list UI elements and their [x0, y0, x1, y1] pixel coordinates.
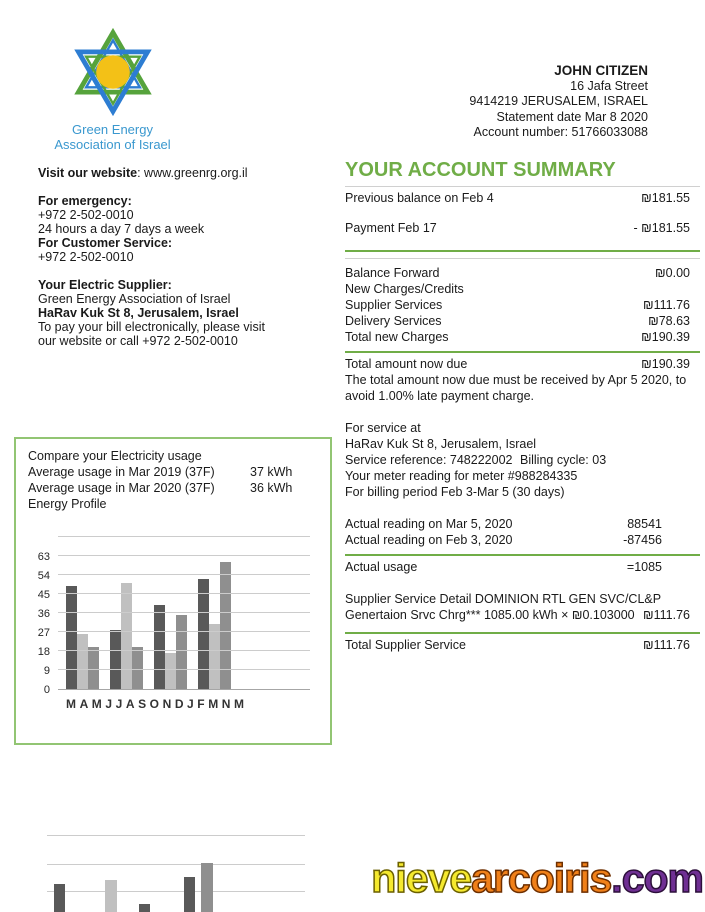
service-reference-row: [345, 452, 700, 468]
y-tick-label: 63: [37, 551, 50, 563]
bar: [66, 586, 77, 689]
service-heading: For service at: [345, 421, 421, 435]
actual-usage-row: [345, 559, 700, 575]
row-amount: 88541: [627, 517, 662, 531]
x-tick-label: F: [197, 697, 205, 711]
summary-row-total-due: [345, 356, 700, 372]
bar: [110, 630, 121, 689]
row-amount: ₪111.76: [643, 298, 690, 312]
x-axis-labels: [66, 696, 244, 712]
gridline: [58, 574, 310, 575]
x-tick-label: D: [174, 697, 184, 711]
bar: [184, 877, 195, 912]
row-label: Total new Charges: [345, 330, 449, 344]
bar-group: [66, 586, 99, 689]
bar: [209, 624, 220, 689]
usage-box-title: Compare your Electricity usage: [28, 449, 202, 463]
supplier-name: Green Energy Association of Israel: [38, 292, 231, 306]
usage-value: 36 kWh: [250, 481, 293, 495]
row-label: Supplier Services: [345, 298, 443, 312]
recipient-address-line2: 9414219 JERUSALEM, ISRAEL: [469, 94, 648, 108]
plot-area: [58, 538, 310, 690]
summary-row-new-charges: [345, 281, 700, 297]
row-amount: ₪181.55: [641, 191, 690, 205]
y-tick-label: 18: [37, 646, 50, 658]
generation-charge-row: [345, 607, 700, 623]
row-label: Total Supplier Service: [345, 638, 466, 652]
bar: [220, 562, 231, 689]
x-tick-label: J: [115, 697, 123, 711]
website-label: Visit our website: [38, 166, 138, 180]
row-label: Balance Forward: [345, 266, 440, 280]
row-label: Actual usage: [345, 560, 418, 574]
pay-instructions-line2: our website or call +972 2-502-0010: [38, 334, 238, 348]
divider-green: [345, 554, 700, 556]
bar-group: [154, 605, 187, 689]
usage-label: Average usage in Mar 2019 (37F): [28, 465, 215, 479]
divider-green: [345, 351, 700, 353]
row-amount: [690, 281, 700, 297]
row-label: Previous balance on Feb 4: [345, 191, 494, 205]
recipient-address-line1: 16 Jafa Street: [570, 78, 648, 93]
gridline: [47, 835, 305, 836]
x-tick-label: S: [138, 697, 147, 711]
y-tick-label: 9: [43, 665, 50, 677]
bar: [132, 647, 143, 689]
summary-row-previous-balance: [345, 190, 700, 206]
billing-period: For billing period Feb 3-Mar 5 (30 days): [345, 485, 565, 499]
row-label: Actual reading on Feb 3, 2020: [345, 533, 513, 547]
usage-row-2020: [28, 480, 318, 496]
website-url: : www.greenrg.org.il: [137, 166, 248, 180]
service-address: HaRav Kuk St 8, Jerusalem, Israel: [345, 437, 537, 451]
summary-row-supplier-services: [345, 297, 700, 313]
total-supplier-service-row: [345, 637, 700, 653]
bar: [105, 880, 117, 912]
gridline: [58, 612, 310, 613]
x-tick-label: J: [187, 697, 194, 711]
x-tick-label: M: [208, 697, 219, 711]
brand-name-line2: Association of Israel: [54, 137, 171, 152]
recipient-block: [469, 63, 648, 141]
x-tick-label: O: [149, 697, 160, 711]
brand-name-line1: Green Energy: [72, 122, 153, 137]
billing-cycle: Billing cycle: 03: [520, 453, 607, 467]
supplier-detail-heading: Supplier Service Detail DOMINION RTL GEN SVC/CL&P: [345, 592, 662, 606]
row-amount: =1085: [626, 560, 662, 574]
row-label: Genertaion Srvc Chrg*** 1085.00 kWh × ₪0.103000: [345, 608, 635, 622]
bar: [201, 863, 213, 912]
row-amount: ₪0.00: [655, 266, 690, 280]
y-axis-labels: [28, 538, 52, 696]
bar-group: [110, 583, 143, 689]
summary-row-balance-forward: [345, 265, 700, 281]
recipient-name: JOHN CITIZEN: [554, 63, 648, 78]
bar: [77, 634, 88, 689]
usage-comparison-box: [14, 437, 332, 745]
supplier-label: Your Electric Supplier:: [38, 278, 172, 292]
emergency-hours: 24 hours a day 7 days a week: [38, 222, 205, 236]
bar-series: [66, 562, 231, 689]
row-amount: ₪190.39: [641, 357, 690, 371]
gridline: [58, 650, 310, 651]
watermark-part2: arcoiris: [471, 855, 612, 901]
usage-row-2019: [28, 464, 318, 480]
emergency-label: For emergency:: [38, 194, 132, 208]
bar: [165, 653, 176, 689]
bar: [154, 605, 165, 689]
customer-service-label: For Customer Service:: [38, 236, 173, 250]
divider-green: [345, 250, 700, 252]
row-label: New Charges/Credits: [345, 282, 464, 296]
gridline: [58, 536, 310, 537]
x-tick-label: A: [79, 697, 89, 711]
row-amount: ₪111.76: [643, 638, 690, 652]
account-number: Account number: 51766033088: [473, 125, 648, 139]
watermark-part3: .com: [611, 855, 703, 901]
row-label: Payment Feb 17: [345, 221, 437, 235]
statement-date: Statement date Mar 8 2020: [496, 109, 648, 124]
summary-row-total-new-charges: [345, 329, 700, 345]
star-of-david-sun-icon: [65, 24, 161, 120]
summary-row-payment: [345, 220, 700, 236]
x-tick-label: N: [162, 697, 172, 711]
x-tick-label: J: [105, 697, 113, 711]
gridline: [58, 631, 310, 632]
divider: [345, 186, 700, 187]
summary-title: YOUR ACCOUNT SUMMARY: [345, 159, 616, 181]
y-tick-label: 0: [43, 684, 50, 696]
row-label: Actual reading on Mar 5, 2020: [345, 517, 513, 531]
bar-group: [198, 562, 231, 689]
bar: [139, 904, 150, 912]
watermark: [371, 855, 703, 901]
usage-label: Average usage in Mar 2020 (37F): [28, 481, 215, 495]
bar: [176, 615, 187, 689]
brand-name: [50, 122, 175, 152]
row-amount: - ₪181.55: [633, 221, 690, 235]
customer-service-phone: +972 2-502-0010: [38, 250, 134, 264]
y-tick-label: 54: [37, 570, 50, 582]
meter-line: Your meter reading for meter #988284335: [345, 469, 578, 483]
reading-row-current: [345, 516, 700, 532]
bar: [198, 579, 209, 689]
pay-instructions-line1: To pay your bill electronically, please visit: [38, 320, 265, 334]
energy-profile-title: Energy Profile: [28, 497, 107, 511]
reading-row-previous: [345, 532, 700, 548]
row-label: Delivery Services: [345, 314, 442, 328]
row-amount: ₪78.63: [648, 314, 690, 328]
row-amount: -87456: [623, 533, 662, 547]
account-summary: [345, 158, 700, 653]
emergency-phone: +972 2-502-0010: [38, 208, 134, 222]
watermark-part1: nieve: [371, 855, 472, 901]
y-tick-label: 27: [37, 627, 50, 639]
usage-value: 37 kWh: [250, 465, 293, 479]
supplier-address: HaRav Kuk St 8, Jerusalem, Israel: [38, 306, 239, 320]
energy-profile-chart: [28, 538, 318, 712]
gridline: [58, 555, 310, 556]
y-tick-label: 45: [37, 589, 50, 601]
brand-logo: [50, 24, 175, 152]
row-amount: ₪111.76: [643, 608, 690, 622]
service-reference: Service reference: 748222002: [345, 453, 513, 467]
row-amount: ₪190.39: [641, 330, 690, 344]
y-tick-label: 36: [37, 608, 50, 620]
summary-row-delivery-services: [345, 313, 700, 329]
gridline: [58, 593, 310, 594]
bar: [54, 884, 65, 912]
x-tick-label: N: [221, 697, 231, 711]
x-tick-label: A: [125, 697, 135, 711]
gridline: [58, 669, 310, 670]
bar: [88, 647, 99, 689]
gridline: [47, 891, 305, 892]
x-tick-label: M: [66, 697, 76, 711]
bar: [121, 583, 132, 689]
contact-column: [38, 166, 328, 362]
row-label: Total amount now due: [345, 357, 468, 371]
divider-green: [345, 632, 700, 634]
gridline: [47, 864, 305, 865]
x-tick-label: M: [234, 697, 244, 711]
due-notice: The total amount now due must be received by Apr 5 2020, to avoid 1.00% late payment charge.: [345, 373, 687, 403]
divider: [345, 258, 700, 259]
x-tick-label: M: [91, 697, 102, 711]
